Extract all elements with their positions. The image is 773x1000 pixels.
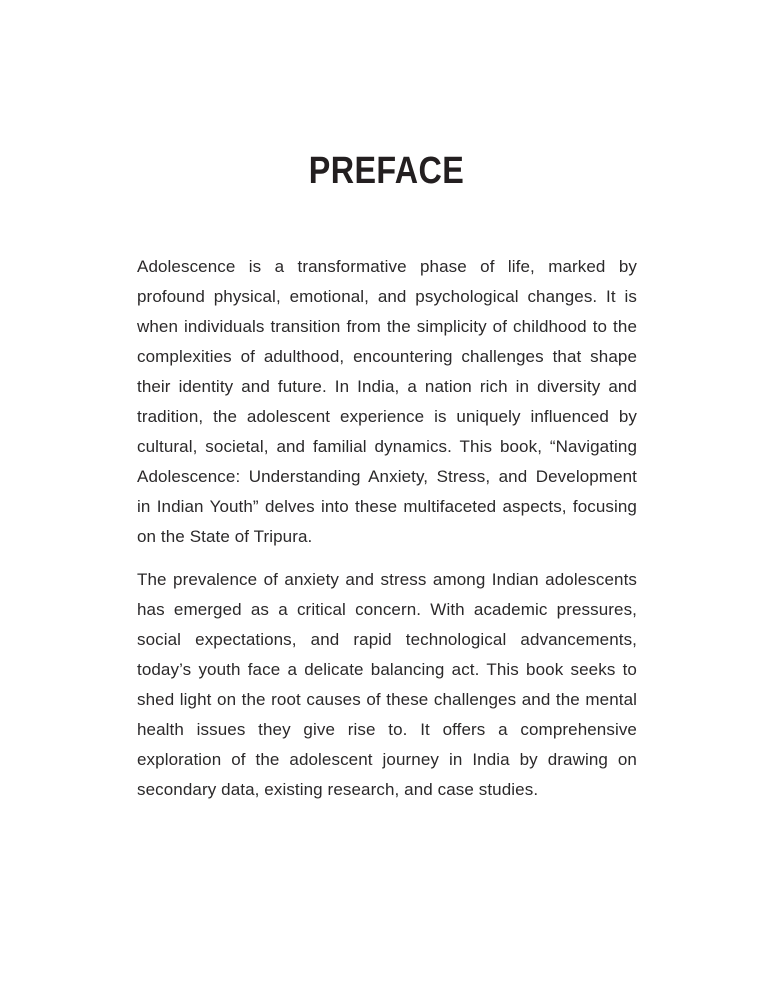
page-title-text: PREFACE <box>308 150 465 192</box>
preface-paragraph-1: Adolescence is a transformative phase of life, marked by profound physical, emotional, and psychological changes. It is when individuals transition from the simplicity of childhood to the complexities of adulthood, encountering challenges that shape their identity and future. In India, a nation rich in diversity and tradition, the adolescent experience is uniquely influenced by cultural, societal, and familial dynamics. This book, “Navigating Adolescence: Understanding Anxiety, Stress, and Development in Indian Youth” delves into these multifaceted aspects, focusing on the State of Tripura. <box>137 257 637 546</box>
preface-paragraph-2: The prevalence of anxiety and stress among Indian adolescents has emerged as a critical concern. With academic pressures, social expectations, and rapid technological advancements, today’s youth face a delicate balancing act. This book seeks to shed light on the root causes of these challenges and the mental health issues they give rise to. It offers a comprehensive exploration of the adolescent journey in India by drawing on secondary data, existing research, and case studies. <box>137 570 637 799</box>
page-title <box>0 150 773 192</box>
preface-body <box>137 252 637 805</box>
